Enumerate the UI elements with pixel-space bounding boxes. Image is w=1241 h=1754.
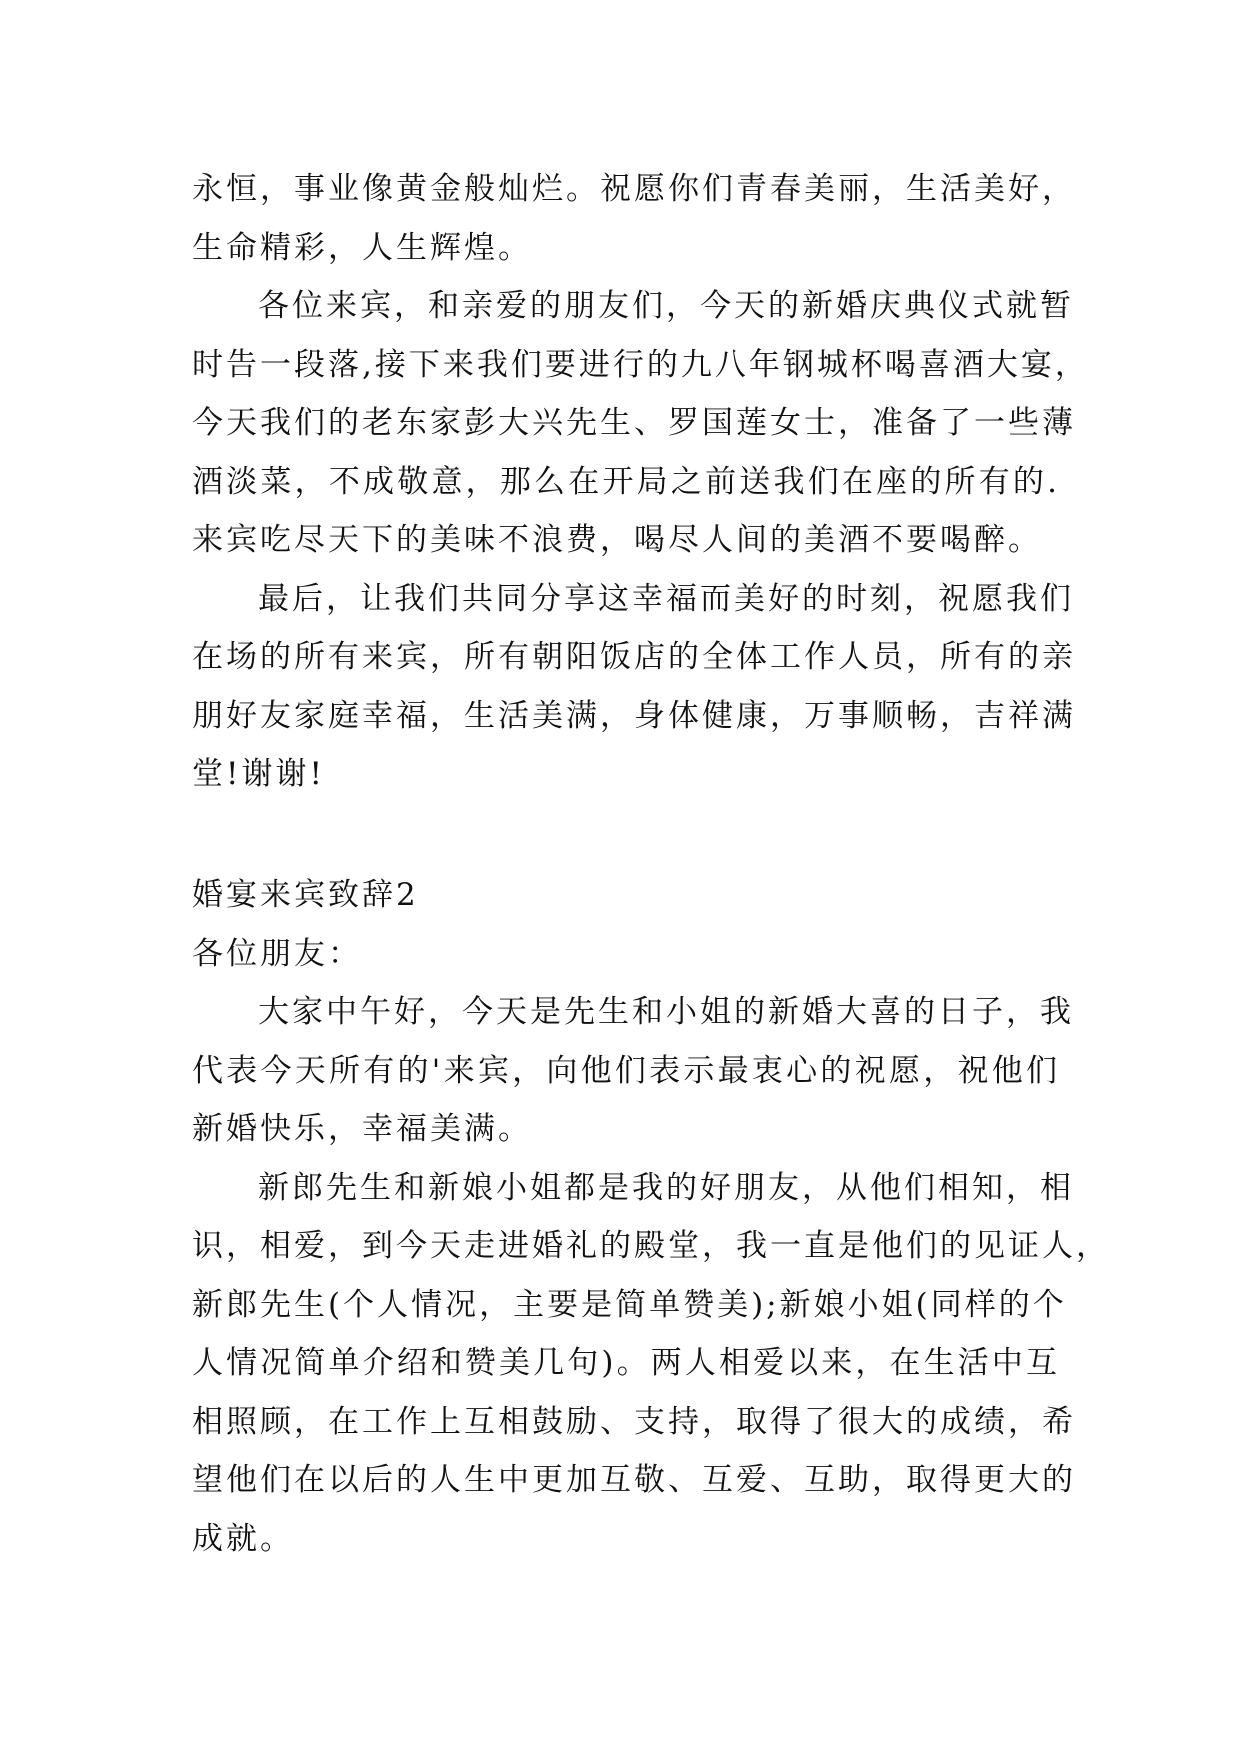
paragraph-line: 相照顾，在工作上互相鼓励、支持，取得了很大的成绩，希 [192,1403,1076,1440]
paragraph-line: 朋好友家庭幸福，生活美满，身体健康，万事顺畅，吉祥满 [192,697,1076,734]
blank-line [192,804,1060,863]
paragraph-line: 代表今天所有的'来宾，向他们表示最衷心的祝愿，祝他们 [192,1052,1060,1089]
paragraph-line: 识，相爱，到今天走进婚礼的殿堂，我一直是他们的见证人， [192,1228,1110,1264]
paragraph-line: 时告一段落,接下来我们要进行的九八年钢城杯喝喜酒大宴， [192,346,1089,383]
paragraph-line: 堂!谢谢! [192,756,325,792]
salutation: 各位朋友： [192,935,362,972]
paragraph-line: 酒淡菜，不成敬意，那么在开局之前送我们在座的所有的. [192,463,1060,500]
paragraph-line: 人情况简单介绍和赞美几句)。两人相爱以来，在生活中互 [192,1345,1060,1381]
paragraph-line: 新婚快乐，幸福美满。 [192,1111,532,1147]
section-title: 婚宴来宾致辞2 [192,877,419,913]
paragraph-line: 望他们在以后的人生中更加互敬、互爱、互助，取得更大的 [192,1462,1076,1498]
paragraph-line: 来宾吃尽天下的美味不浪费，喝尽人间的美酒不要喝醉。 [192,522,1042,558]
paragraph-line: 生命精彩，人生辉煌。 [192,229,532,266]
paragraph-line: 各位来宾，和亲爱的朋友们，今天的新婚庆典仪式就暂 [258,288,1074,324]
paragraph-line: 今天我们的老东家彭大兴先生、罗国莲女士，准备了一些薄 [192,405,1076,441]
paragraph-line: 最后，让我们共同分享这幸福而美好的时刻，祝愿我们 [258,580,1074,617]
paragraph-line: 永恒，事业像黄金般灿烂。祝愿你们青春美丽，生活美好， [192,171,1076,207]
paragraph-line: 新郎先生(个人情况，主要是简单赞美);新娘小姐(同样的个 [192,1286,1067,1323]
paragraph-line: 在场的所有来宾，所有朝阳饭店的全体工作人员，所有的亲 [192,639,1076,675]
document-body [192,160,1110,1568]
paragraph-line: 大家中午好，今天是先生和小姐的新婚大喜的日子，我 [258,994,1074,1030]
paragraph-line: 新郎先生和新娘小姐都是我的好朋友，从他们相知，相 [258,1169,1074,1206]
paragraph-line: 成就。 [192,1520,294,1557]
